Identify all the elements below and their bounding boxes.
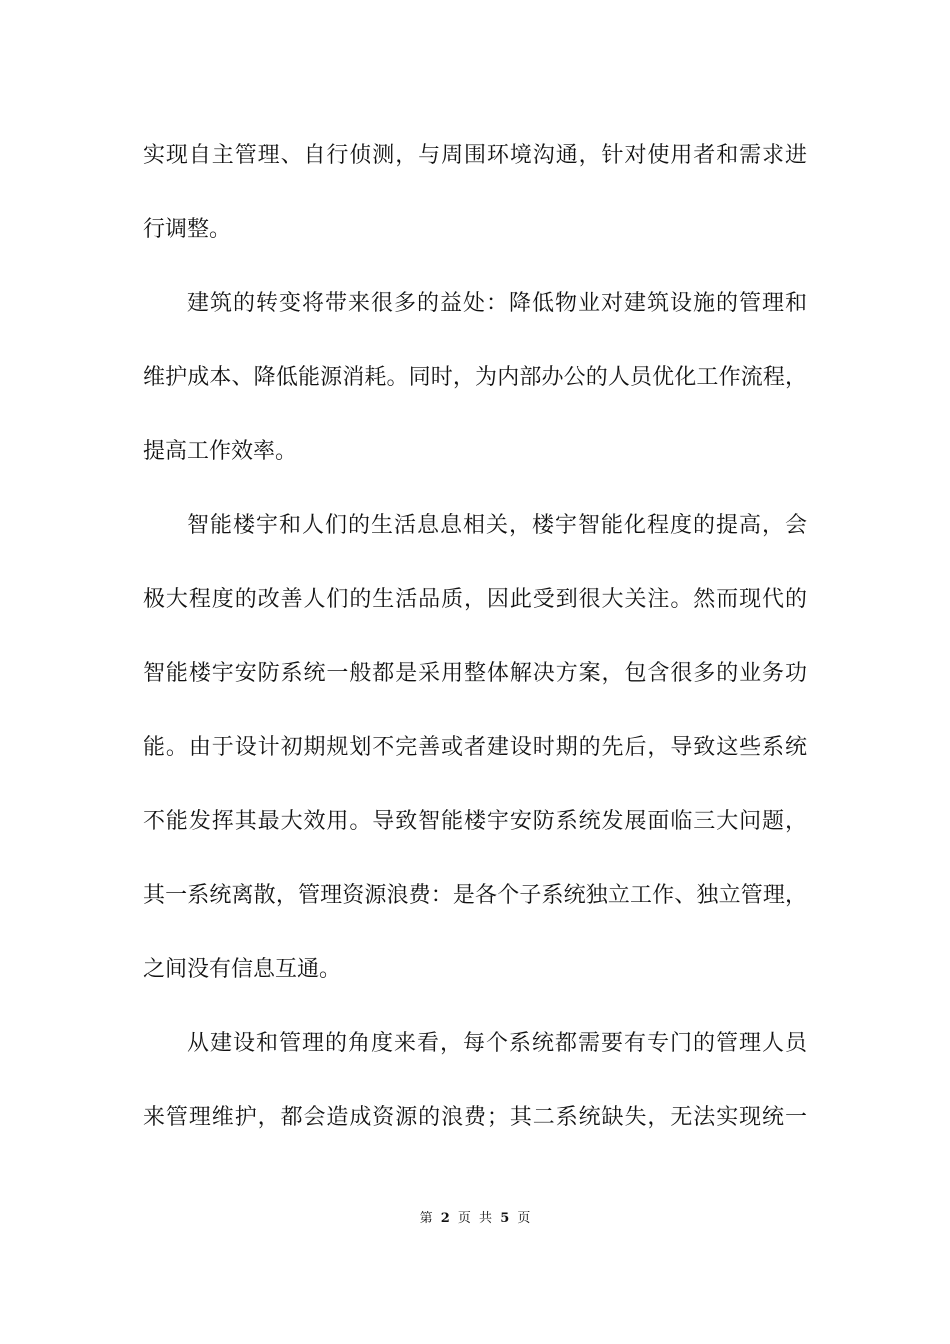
total-pages-number: 5 [500, 1211, 510, 1226]
paragraph-first-line: 智能楼宇和人们的生活息息相关，楼宇智能化程度的提高，会 [187, 513, 807, 538]
text-line: 行调整。 [143, 217, 232, 242]
text-line: 能。由于设计初期规划不完善或者建设时期的先后，导致这些系统 [143, 735, 807, 760]
text-line: 维护成本、降低能源消耗。同时，为内部办公的人员优化工作流程， [143, 365, 807, 390]
text-line: 来管理维护，都会造成资源的浪费；其二系统缺失，无法实现统一 [143, 1105, 807, 1130]
text-line: 其一系统离散，管理资源浪费：是各个子系统独立工作、独立管理， [143, 883, 807, 908]
paragraph-first-line: 建筑的转变将带来很多的益处：降低物业对建筑设施的管理和 [187, 291, 807, 316]
current-page-number: 2 [440, 1211, 450, 1226]
document-body [143, 134, 807, 1170]
paragraph-first-line: 从建设和管理的角度来看，每个系统都需要有专门的管理人员 [187, 1031, 807, 1056]
text-line: 极大程度的改善人们的生活品质，因此受到很大关注。然而现代的 [143, 587, 807, 612]
text-line: 不能发挥其最大效用。导致智能楼宇安防系统发展面临三大问题， [143, 809, 807, 834]
footer-suffix: 页 [517, 1211, 531, 1226]
text-line: 之间没有信息互通。 [143, 957, 342, 982]
page-footer [0, 1207, 950, 1226]
text-line: 实现自主管理、自行侦测，与周围环境沟通，针对使用者和需求进 [143, 143, 807, 168]
footer-middle: 页 共 [457, 1211, 493, 1226]
footer-prefix: 第 [419, 1211, 433, 1226]
text-line: 提高工作效率。 [143, 439, 298, 464]
text-line: 智能楼宇安防系统一般都是采用整体解决方案，包含很多的业务功 [143, 661, 807, 686]
